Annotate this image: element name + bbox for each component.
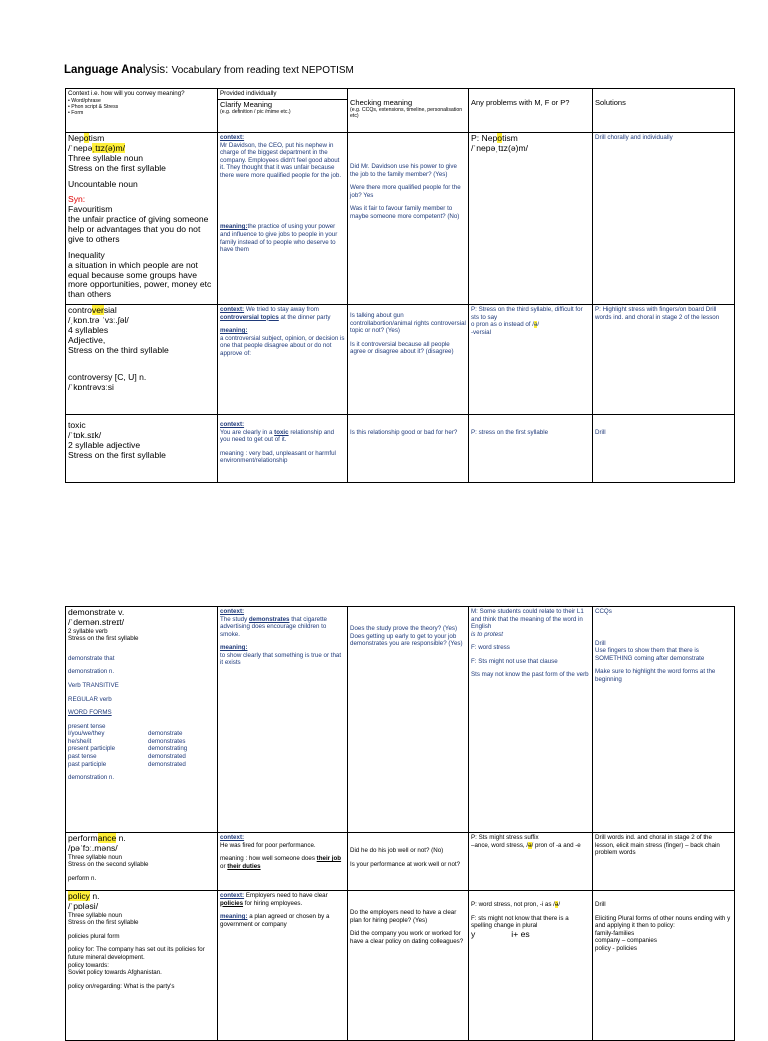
synonym-label: Syn: [68, 194, 86, 205]
problems-cell [469, 133, 593, 305]
phonetic: /ˈtɒk.sɪk/ [68, 429, 102, 440]
title-lead: Language Ana [64, 64, 143, 76]
problem: o pron as o instead of /ə/ [471, 321, 540, 329]
synonym: Inequality [68, 249, 105, 260]
page-title [64, 64, 354, 76]
part-of-speech: Adjective, [68, 334, 106, 345]
solutions-cell [593, 133, 735, 305]
checking-cell [348, 415, 469, 483]
header-solutions: Solutions [595, 98, 626, 107]
syllables: Three syllable noun [68, 853, 123, 861]
context-label: context: [220, 421, 245, 428]
checking-cell [348, 305, 469, 415]
stress-note: Stress on the first syllable [68, 162, 166, 173]
solution: P: Highlight stress with fingers/on board Drill words ind. and choral in stage 2 of the lesson [595, 306, 720, 321]
form-note: REGULAR verb [68, 695, 112, 703]
word-forms-table [68, 723, 215, 768]
ccq: Is this relationship good or bad for her? [350, 429, 458, 436]
phonetic: /ˈpɒləsi/ [68, 900, 99, 911]
row-toxic [66, 415, 735, 483]
word-cell [66, 415, 218, 483]
synonym-def: a situation in which people are not equal because some groups have more opportunities, power, money etc than others [68, 259, 212, 300]
solution: company – companies [595, 937, 657, 945]
headword: Nepotism [68, 133, 105, 143]
ccq: Was it fair to favour family member to maybe someone more competent? (No) [350, 205, 460, 220]
wf-value: demonstrate [148, 730, 183, 738]
problem: is to protest [471, 630, 503, 638]
meaning-label: meaning: [220, 644, 248, 652]
solution: Use fingers to show them that there is SOMETHING coming after demonstrate [595, 647, 705, 662]
stress-note: Stress on the second syllable [68, 861, 149, 869]
related-phonetic: /ˈkɒntrəvɜːsi [68, 382, 114, 393]
solution: Drill words ind. and choral in stage 2 of the lesson, elicit main stress (finger) – back chain problem words [595, 834, 720, 857]
form-note: demonstrate that [68, 654, 115, 662]
context-label: context: [220, 608, 245, 615]
solution: family-families [595, 929, 635, 937]
stress-note: Stress on the third syllable [68, 344, 169, 355]
checking-cell [348, 607, 469, 833]
row-nepotism [66, 133, 735, 305]
checking-cell [348, 133, 469, 305]
header-clarify: Clarify Meaning [220, 99, 273, 109]
stress-note: Stress on the first syllable [68, 919, 139, 927]
collocation-text: Soviet policy towards Afghanistan. [68, 969, 162, 977]
context-label: context: [220, 134, 245, 141]
checking-cell [348, 833, 469, 891]
problem: P: Stress on the third syllable, difficult for sts to say [471, 306, 583, 321]
problem: -versial [471, 328, 491, 336]
wf-label: I/you/we/they [68, 730, 105, 738]
phonetic: /pəˈfɔː.məns/ [68, 842, 118, 853]
problems-cell [469, 833, 593, 891]
meaning-text: meaning:the practice of using your power and influence to give jobs to people in your family instead of to people who deserve to have them [220, 223, 338, 254]
wf-label: he/she/it [68, 737, 92, 745]
meaning-text: to show clearly that something is true or that it exists [220, 651, 342, 667]
clarify-cell [218, 891, 348, 1041]
meaning-text: meaning : how well someone does their job or their duties [220, 855, 342, 870]
problem: –ance, word stress, /ə/ pron of -a and -e [471, 841, 581, 849]
problem-phonetic: /ˈnepəˌtɪz(ə)m/ [471, 142, 529, 153]
clarify-cell [218, 133, 348, 305]
problems-cell [469, 415, 593, 483]
headword: controversial [68, 305, 117, 315]
header-checking-cell [348, 89, 469, 133]
solution: policy - policies [595, 944, 637, 952]
solutions-cell [593, 891, 735, 1041]
solutions-cell [593, 607, 735, 833]
checking-cell [348, 891, 469, 1041]
header-clarify-sub: (e.g. definition / pic /mime etc.) [220, 108, 291, 115]
solution: Drill chorally and individually [595, 134, 673, 141]
clarify-cell [218, 833, 348, 891]
synonym-def: the unfair practice of giving someone help or advantages that you do not give to others [68, 214, 209, 244]
solution: CCQs [595, 608, 612, 615]
problem: F: word stress [471, 644, 510, 652]
countability: Uncountable noun [68, 178, 138, 189]
ccq: Did the company you work or worked for have a clear policy on dating colleagues? [350, 930, 464, 945]
meaning-label: meaning: [220, 327, 248, 335]
header-problems-cell [469, 89, 593, 133]
solution: Drill [595, 639, 606, 647]
collocation: policy for: The company has set out its policies for future mineral development. [68, 946, 205, 961]
wf-value [148, 723, 215, 731]
collocation: policy on/regarding: What is the party's [68, 982, 175, 990]
problems-cell [469, 891, 593, 1041]
word-cell [66, 833, 218, 891]
solution: Drill [595, 901, 606, 908]
syllables: 4 syllables [68, 324, 109, 335]
solutions-cell [593, 833, 735, 891]
title-rest: lysis: [142, 64, 169, 76]
syllables: Three syllable noun [68, 911, 123, 919]
solution: Make sure to highlight the word forms at the beginning [595, 668, 716, 683]
headword: toxic [68, 420, 86, 430]
analysis-table-1 [65, 88, 735, 483]
plural-form: policies plural form [68, 932, 120, 940]
ccq: Did Mr. Davidson use his power to give the job to the family member? (Yes) [350, 163, 457, 178]
row-demonstrate [66, 607, 735, 833]
headword: policy n. [68, 891, 100, 901]
clarify-cell [218, 607, 348, 833]
wf-value: demonstrated [148, 760, 186, 768]
syllables: Three syllable noun [68, 152, 144, 163]
word-cell [66, 305, 218, 415]
ccq: Did he do his job well or not? (No) [350, 847, 444, 854]
header-checking: Checking meaning [350, 98, 413, 107]
problems-cell [469, 305, 593, 415]
ccq: Does getting up early to get to your job demonstrates you are responsible? (Yes) [350, 632, 463, 648]
problem: F: sts might not know that there is a spelling change in plural [471, 914, 569, 930]
stress-note: Stress on the first syllable [68, 449, 166, 460]
row-controversial [66, 305, 735, 415]
wf-value: demonstrated [148, 752, 186, 760]
header-context-q: Context i.e. how will you convey meaning? [68, 90, 185, 97]
wf-value: demonstrating [148, 745, 188, 753]
clarify-cell [218, 305, 348, 415]
solution: Drill [595, 429, 606, 436]
problem: P: Sts might stress suffix [471, 834, 539, 841]
spelling-change: y i+ es [471, 928, 530, 939]
problem: P: Nepotism [471, 133, 518, 143]
header-clarify-cell [218, 89, 348, 133]
word-cell [66, 133, 218, 305]
headword: performance n. [68, 833, 126, 843]
phonetic: /ˈdemən.streɪt/ [68, 616, 125, 627]
clarify-cell [218, 415, 348, 483]
header-solutions-cell [593, 89, 735, 133]
problem: P: word stress, not pron, -i as /ə/ [471, 901, 561, 908]
analysis-table-2 [65, 606, 735, 1041]
context-text: Mr Davidson, the CEO, put his nephew in charge of the biggest department in the company. Employees didn't feel good about it. They thought that it was unfair because there were more qualified people for the job. [220, 141, 342, 179]
word-forms-title: WORD FORMS [68, 709, 112, 717]
meaning-text: a controversial subject, opinion, or decision is one that people disagree about or do not approve of: [220, 334, 345, 357]
context-text: context: Employers need to have clear policies for hiring employees. [220, 892, 328, 907]
problem: F: Sts might not use that clause [471, 657, 558, 665]
wf-label: past participle [68, 760, 107, 768]
context-text: context: We tried to stay away from controversial topics at the dinner party [220, 306, 331, 321]
header-bullet: • Form [68, 110, 84, 117]
solution: Eliciting Plural forms of other nouns ending with y and applying it then to policy: [595, 914, 731, 930]
context-text: You are clearly in a toxic relationship and you need to get out of it. [220, 428, 335, 444]
form-note: demonstration n. [68, 668, 115, 676]
word-cell [66, 607, 218, 833]
problems-cell [469, 607, 593, 833]
ccq: Does the study prove the theory? (Yes) [350, 625, 458, 632]
form-note: Verb TRANSITIVE [68, 682, 119, 689]
row-performance [66, 833, 735, 891]
header-bullet: • Phon script & Stress [68, 103, 119, 110]
solutions-cell [593, 305, 735, 415]
header-provided: Provided individually [218, 89, 348, 100]
problem: M: Some students could relate to their L1 and think that the meaning of the word in English [471, 608, 584, 631]
headword: demonstrate v. [68, 607, 125, 617]
phonetic: /ˌkɒn.trə ˈvɜː.ʃəl/ [68, 314, 129, 325]
form-note: demonstration n. [68, 774, 115, 782]
form-note: perform n. [68, 874, 97, 882]
stress-note: Stress on the first syllable [68, 635, 139, 643]
meaning-text: meaning: a plan agreed or chosen by a government or company [220, 913, 330, 928]
wf-label: past tense [68, 752, 97, 760]
title-sub: Vocabulary from reading text NEPOTISM [171, 65, 354, 76]
related-word: controversy [C, U] n. [68, 372, 147, 383]
collocation-label: policy towards: [68, 961, 109, 969]
ccq: Is talking about gun controllabortion/animal rights controversial topic or not? (Yes) [350, 312, 466, 335]
context-text: He was fired for poor performance. [220, 841, 316, 849]
problem: Sts may not know the past form of the verb [471, 671, 589, 679]
solutions-cell [593, 415, 735, 483]
header-problems: Any problems with M, F or P? [471, 98, 570, 107]
wf-label: present participle [68, 745, 116, 753]
ccq: Is your performance at work well or not? [350, 860, 461, 868]
synonym: Favouritism [68, 204, 113, 215]
wf-value: demonstrates [148, 737, 186, 745]
word-cell [66, 891, 218, 1041]
meaning-text: meaning : very bad, unpleasant or harmful environment/relationship [220, 449, 336, 465]
context-text: The study demonstrates that cigarette advertising does encourage children to smoke. [220, 615, 327, 638]
header-checking-sub: (e.g. CCQs, extensions, timeline, personalisation etc) [350, 107, 463, 120]
wf-label: present tense [68, 722, 106, 730]
part-of-speech: 2 syllable adjective [68, 439, 141, 450]
ccq: Do the employers need to have a clear plan for hiring people? (Yes) [350, 909, 457, 924]
header-word-cell [66, 89, 218, 133]
header-bullet: • Word/phrase [68, 97, 101, 104]
ccq: Is it controversial because all people agree or disagree about it? (disagree) [350, 340, 454, 356]
syllables: 2 syllable verb [68, 627, 108, 635]
row-policy [66, 891, 735, 1041]
problem: P: stress on the first syllable [471, 429, 549, 436]
header-row [66, 89, 735, 133]
ccq: Were there more qualified people for the job? Yes [350, 184, 461, 199]
phonetic: /ˈnepəˌtɪz(ə)m/ [68, 142, 126, 153]
context-label: context: [220, 834, 245, 841]
